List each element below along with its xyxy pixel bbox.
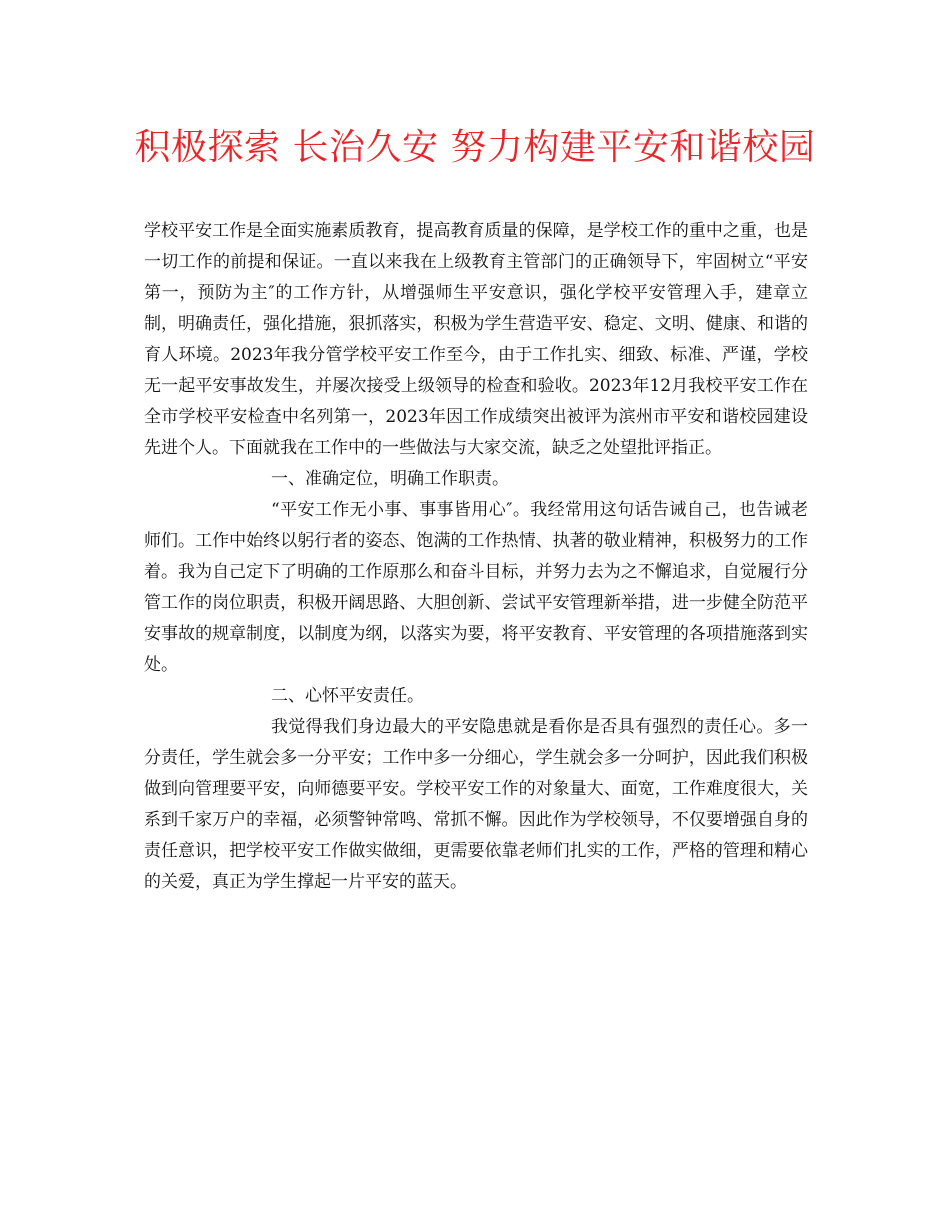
document-body — [144, 216, 808, 898]
paragraph-intro: 学校平安工作是全面实施素质教育，提高教育质量的保障，是学校工作的重中之重，也是一切工作的前提和保证。一直以来我在上级教育主管部门的正确领导下，牢固树立“平安第一，预防为主″的工作方针，从增强师生平安意识，强化学校平安管理入手，建章立制，明确责任，强化措施，狠抓落实，积极为学生营造平安、稳定、文明、健康、和谐的育人环境。2023年我分管学校平安工作至今，由于工作扎实、细致、标准、严谨，学校无一起平安事故发生，并屡次接受上级领导的检查和验收。2023年12月我校平安工作在全市学校平安检查中名列第一，2023年因工作成绩突出被评为滨州市平安和谐校园建设先进个人。下面就我在工作中的一些做法与大家交流，缺乏之处望批评指正。 — [144, 221, 808, 458]
section-heading-2: 二、心怀平安责任。 — [271, 686, 424, 706]
paragraph-section-1: “平安工作无小事、事事皆用心″。我经常用这句话告诫自己，也告诫老师们。工作中始终以躬行者的姿态、饱满的工作热情、执著的敬业精神，积极努力的工作着。我为自己定下了明确的工作原那么和奋斗目标，并努力去为之不懈追求，自觉履行分管工作的岗位职责，积极开阔思路、大胆创新、尝试平安管理新举措，进一步健全防范平安事故的规章制度，以制度为纲，以落实为要，将平安教育、平安管理的各项措施落到实处。 — [144, 500, 808, 675]
section-heading-1: 一、准确定位，明确工作职责。 — [271, 469, 509, 489]
document-title: 积极探索 长治久安 努力构建平安和谐校园 — [134, 127, 816, 168]
paragraph-section-2: 我觉得我们身边最大的平安隐患就是看你是否具有强烈的责任心。多一分责任，学生就会多一分平安；工作中多一分细心，学生就会多一分呵护，因此我们积极做到向管理要平安，向师德要平安。学校平安工作的对象量大、面宽，工作难度很大，关系到千家万户的幸福，必须警钟常鸣、常抓不懈。因此作为学校领导，不仅要增强自身的责任意识，把学校平安工作做实做细，更需要依靠老师们扎实的工作，严格的管理和精心的关爱，真正为学生撑起一片平安的蓝天。 — [144, 717, 808, 892]
